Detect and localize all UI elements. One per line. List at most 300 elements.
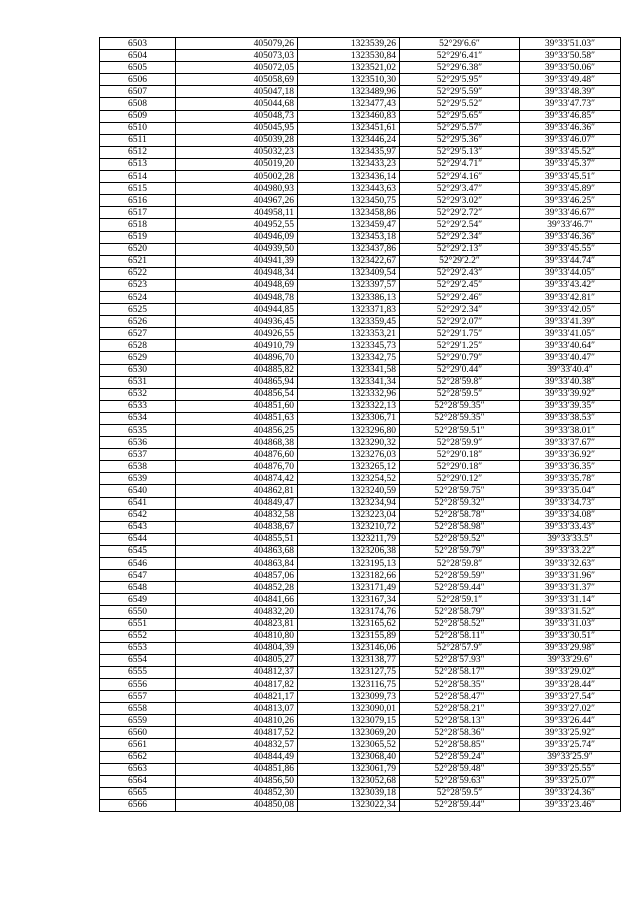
latitude-cell: 52°29′6.38″	[400, 62, 520, 74]
point-number-cell: 6553	[100, 642, 176, 654]
x-coordinate-cell: 404863,68	[176, 545, 298, 557]
y-coordinate-cell: 1323068,40	[298, 751, 400, 763]
x-coordinate-cell: 404817,52	[176, 727, 298, 739]
table-row	[100, 98, 621, 110]
point-number-cell: 6560	[100, 727, 176, 739]
latitude-cell: 52°28′59.44″	[400, 582, 520, 594]
coordinates-table	[99, 37, 621, 812]
table-row	[100, 255, 621, 267]
y-coordinate-cell: 1323039,18	[298, 787, 400, 799]
point-number-cell: 6514	[100, 171, 176, 183]
point-number-cell: 6565	[100, 787, 176, 799]
latitude-cell: 52°28′59.8″	[400, 376, 520, 388]
x-coordinate-cell: 404810,26	[176, 715, 298, 727]
longitude-cell: 39°33′25.92″	[520, 727, 621, 739]
point-number-cell: 6548	[100, 582, 176, 594]
table-row	[100, 425, 621, 437]
x-coordinate-cell: 404876,60	[176, 449, 298, 461]
y-coordinate-cell: 1323489,96	[298, 86, 400, 98]
longitude-cell: 39°33′48.39″	[520, 86, 621, 98]
longitude-cell: 39°33′32.63″	[520, 558, 621, 570]
latitude-cell: 52°29′2.2″	[400, 255, 520, 267]
point-number-cell: 6503	[100, 38, 176, 50]
table-row	[100, 703, 621, 715]
x-coordinate-cell: 405039,28	[176, 134, 298, 146]
y-coordinate-cell: 1323069,20	[298, 727, 400, 739]
x-coordinate-cell: 404851,60	[176, 400, 298, 412]
table-row	[100, 449, 621, 461]
point-number-cell: 6535	[100, 425, 176, 437]
latitude-cell: 52°28′58.17″	[400, 666, 520, 678]
x-coordinate-cell: 405019,20	[176, 158, 298, 170]
point-number-cell: 6540	[100, 485, 176, 497]
latitude-cell: 52°28′59.35″	[400, 412, 520, 424]
table-row	[100, 195, 621, 207]
x-coordinate-cell: 404926,55	[176, 328, 298, 340]
point-number-cell: 6550	[100, 606, 176, 618]
latitude-cell: 52°28′58.36″	[400, 727, 520, 739]
latitude-cell: 52°28′58.79″	[400, 606, 520, 618]
y-coordinate-cell: 1323371,83	[298, 304, 400, 316]
table-row	[100, 279, 621, 291]
point-number-cell: 6507	[100, 86, 176, 98]
longitude-cell: 39°33′33.22″	[520, 545, 621, 557]
latitude-cell: 52°28′59.9″	[400, 437, 520, 449]
x-coordinate-cell: 405048,73	[176, 110, 298, 122]
longitude-cell: 39°33′31.37″	[520, 582, 621, 594]
latitude-cell: 52°28′59.79″	[400, 545, 520, 557]
point-number-cell: 6515	[100, 183, 176, 195]
point-number-cell: 6545	[100, 545, 176, 557]
x-coordinate-cell: 404856,25	[176, 425, 298, 437]
latitude-cell: 52°28′59.75″	[400, 485, 520, 497]
table-row	[100, 727, 621, 739]
y-coordinate-cell: 1323409,54	[298, 267, 400, 279]
x-coordinate-cell: 404910,79	[176, 340, 298, 352]
point-number-cell: 6523	[100, 279, 176, 291]
x-coordinate-cell: 404812,37	[176, 666, 298, 678]
x-coordinate-cell: 404948,34	[176, 267, 298, 279]
longitude-cell: 39°33′38.53″	[520, 412, 621, 424]
y-coordinate-cell: 1323116,75	[298, 678, 400, 690]
x-coordinate-cell: 404980,93	[176, 183, 298, 195]
longitude-cell: 39°33′29.98″	[520, 642, 621, 654]
latitude-cell: 52°29′4.71″	[400, 158, 520, 170]
point-number-cell: 6510	[100, 122, 176, 134]
longitude-cell: 39°33′25.55″	[520, 763, 621, 775]
point-number-cell: 6556	[100, 678, 176, 690]
x-coordinate-cell: 404896,70	[176, 352, 298, 364]
longitude-cell: 39°33′45.55″	[520, 243, 621, 255]
table-row	[100, 666, 621, 678]
x-coordinate-cell: 405073,03	[176, 50, 298, 62]
y-coordinate-cell: 1323435,97	[298, 146, 400, 158]
latitude-cell: 52°29′2.54″	[400, 219, 520, 231]
table-row	[100, 412, 621, 424]
table-row	[100, 86, 621, 98]
table-row	[100, 316, 621, 328]
x-coordinate-cell: 404857,06	[176, 570, 298, 582]
point-number-cell: 6526	[100, 316, 176, 328]
latitude-cell: 52°28′59.5″	[400, 787, 520, 799]
longitude-cell: 39°33′25.74″	[520, 739, 621, 751]
y-coordinate-cell: 1323211,79	[298, 533, 400, 545]
point-number-cell: 6563	[100, 763, 176, 775]
x-coordinate-cell: 404851,86	[176, 763, 298, 775]
table-row	[100, 352, 621, 364]
table-row	[100, 38, 621, 50]
table-row	[100, 473, 621, 485]
table-row	[100, 558, 621, 570]
x-coordinate-cell: 404817,82	[176, 678, 298, 690]
latitude-cell: 52°29′5.57″	[400, 122, 520, 134]
table-row	[100, 763, 621, 775]
y-coordinate-cell: 1323453,18	[298, 231, 400, 243]
x-coordinate-cell: 404952,55	[176, 219, 298, 231]
y-coordinate-cell: 1323265,12	[298, 461, 400, 473]
table-row	[100, 618, 621, 630]
table-row	[100, 291, 621, 303]
latitude-cell: 52°28′59.59″	[400, 570, 520, 582]
x-coordinate-cell: 404823,81	[176, 618, 298, 630]
table-row	[100, 642, 621, 654]
longitude-cell: 39°33′45.51″	[520, 171, 621, 183]
table-row	[100, 691, 621, 703]
longitude-cell: 39°33′27.02″	[520, 703, 621, 715]
table-row	[100, 62, 621, 74]
table-row	[100, 570, 621, 582]
x-coordinate-cell: 404804,39	[176, 642, 298, 654]
point-number-cell: 6527	[100, 328, 176, 340]
table-row	[100, 267, 621, 279]
latitude-cell: 52°29′2.72″	[400, 207, 520, 219]
point-number-cell: 6554	[100, 654, 176, 666]
latitude-cell: 52°29′2.45″	[400, 279, 520, 291]
longitude-cell: 39°33′35.78″	[520, 473, 621, 485]
y-coordinate-cell: 1323223,04	[298, 509, 400, 521]
latitude-cell: 52°29′2.34″	[400, 231, 520, 243]
point-number-cell: 6544	[100, 533, 176, 545]
longitude-cell: 39°33′45.37″	[520, 158, 621, 170]
longitude-cell: 39°33′46.36″	[520, 231, 621, 243]
point-number-cell: 6564	[100, 775, 176, 787]
y-coordinate-cell: 1323342,75	[298, 352, 400, 364]
x-coordinate-cell: 404885,82	[176, 364, 298, 376]
point-number-cell: 6525	[100, 304, 176, 316]
x-coordinate-cell: 405072,05	[176, 62, 298, 74]
point-number-cell: 6533	[100, 400, 176, 412]
x-coordinate-cell: 404844,49	[176, 751, 298, 763]
longitude-cell: 39°33′30.51″	[520, 630, 621, 642]
longitude-cell: 39°33′23.46″	[520, 799, 621, 811]
latitude-cell: 52°29′2.07″	[400, 316, 520, 328]
longitude-cell: 39°33′40.64″	[520, 340, 621, 352]
y-coordinate-cell: 1323443,63	[298, 183, 400, 195]
x-coordinate-cell: 404832,57	[176, 739, 298, 751]
x-coordinate-cell: 405045,95	[176, 122, 298, 134]
y-coordinate-cell: 1323171,49	[298, 582, 400, 594]
table-row	[100, 183, 621, 195]
x-coordinate-cell: 404810,80	[176, 630, 298, 642]
latitude-cell: 52°29′2.46″	[400, 291, 520, 303]
y-coordinate-cell: 1323127,75	[298, 666, 400, 678]
y-coordinate-cell: 1323386,13	[298, 291, 400, 303]
point-number-cell: 6549	[100, 594, 176, 606]
point-number-cell: 6537	[100, 449, 176, 461]
point-number-cell: 6536	[100, 437, 176, 449]
x-coordinate-cell: 404946,09	[176, 231, 298, 243]
latitude-cell: 52°28′59.63″	[400, 775, 520, 787]
longitude-cell: 39°33′35.04″	[520, 485, 621, 497]
table-row	[100, 219, 621, 231]
latitude-cell: 52°28′59.1″	[400, 594, 520, 606]
x-coordinate-cell: 405044,68	[176, 98, 298, 110]
x-coordinate-cell: 404856,54	[176, 388, 298, 400]
longitude-cell: 39°33′40.4″	[520, 364, 621, 376]
latitude-cell: 52°28′59.32″	[400, 497, 520, 509]
y-coordinate-cell: 1323539,26	[298, 38, 400, 50]
latitude-cell: 52°29′5.13″	[400, 146, 520, 158]
x-coordinate-cell: 404941,39	[176, 255, 298, 267]
x-coordinate-cell: 404865,94	[176, 376, 298, 388]
longitude-cell: 39°33′31.03″	[520, 618, 621, 630]
x-coordinate-cell: 405079,26	[176, 38, 298, 50]
y-coordinate-cell: 1323065,52	[298, 739, 400, 751]
y-coordinate-cell: 1323296,80	[298, 425, 400, 437]
x-coordinate-cell: 404838,67	[176, 521, 298, 533]
table-row	[100, 158, 621, 170]
x-coordinate-cell: 404876,70	[176, 461, 298, 473]
y-coordinate-cell: 1323206,38	[298, 545, 400, 557]
table-row	[100, 509, 621, 521]
y-coordinate-cell: 1323459,47	[298, 219, 400, 231]
longitude-cell: 39°33′38.01″	[520, 425, 621, 437]
x-coordinate-cell: 404852,30	[176, 787, 298, 799]
y-coordinate-cell: 1323397,57	[298, 279, 400, 291]
longitude-cell: 39°33′45.52″	[520, 146, 621, 158]
latitude-cell: 52°29′6.41″	[400, 50, 520, 62]
y-coordinate-cell: 1323276,03	[298, 449, 400, 461]
x-coordinate-cell: 404851,63	[176, 412, 298, 424]
y-coordinate-cell: 1323450,75	[298, 195, 400, 207]
x-coordinate-cell: 405032,23	[176, 146, 298, 158]
y-coordinate-cell: 1323510,30	[298, 74, 400, 86]
latitude-cell: 52°28′59.8″	[400, 558, 520, 570]
latitude-cell: 52°28′58.35″	[400, 678, 520, 690]
point-number-cell: 6531	[100, 376, 176, 388]
longitude-cell: 39°33′46.7″	[520, 219, 621, 231]
table-row	[100, 461, 621, 473]
table-row	[100, 545, 621, 557]
latitude-cell: 52°28′57.9″	[400, 642, 520, 654]
point-number-cell: 6518	[100, 219, 176, 231]
latitude-cell: 52°28′59.5″	[400, 388, 520, 400]
longitude-cell: 39°33′34.08″	[520, 509, 621, 521]
latitude-cell: 52°29′3.02″	[400, 195, 520, 207]
table-row	[100, 715, 621, 727]
longitude-cell: 39°33′28.44″	[520, 678, 621, 690]
longitude-cell: 39°33′43.42″	[520, 279, 621, 291]
x-coordinate-cell: 404855,51	[176, 533, 298, 545]
longitude-cell: 39°33′41.39″	[520, 316, 621, 328]
longitude-cell: 39°33′29.6″	[520, 654, 621, 666]
point-number-cell: 6520	[100, 243, 176, 255]
table-row	[100, 606, 621, 618]
table-row	[100, 50, 621, 62]
longitude-cell: 39°33′49.48″	[520, 74, 621, 86]
y-coordinate-cell: 1323099,73	[298, 691, 400, 703]
x-coordinate-cell: 404813,07	[176, 703, 298, 715]
longitude-cell: 39°33′46.25″	[520, 195, 621, 207]
coordinates-table-body	[100, 38, 621, 812]
table-row	[100, 630, 621, 642]
point-number-cell: 6538	[100, 461, 176, 473]
longitude-cell: 39°33′34.73″	[520, 497, 621, 509]
point-number-cell: 6541	[100, 497, 176, 509]
latitude-cell: 52°28′59.35″	[400, 400, 520, 412]
point-number-cell: 6521	[100, 255, 176, 267]
point-number-cell: 6511	[100, 134, 176, 146]
latitude-cell: 52°29′6.6″	[400, 38, 520, 50]
y-coordinate-cell: 1323210,72	[298, 521, 400, 533]
x-coordinate-cell: 404967,26	[176, 195, 298, 207]
latitude-cell: 52°28′58.13″	[400, 715, 520, 727]
y-coordinate-cell: 1323174,76	[298, 606, 400, 618]
point-number-cell: 6561	[100, 739, 176, 751]
point-number-cell: 6512	[100, 146, 176, 158]
longitude-cell: 39°33′44.05″	[520, 267, 621, 279]
longitude-cell: 39°33′46.07″	[520, 134, 621, 146]
latitude-cell: 52°29′1.75″	[400, 328, 520, 340]
y-coordinate-cell: 1323359,45	[298, 316, 400, 328]
latitude-cell: 52°29′0.79″	[400, 352, 520, 364]
table-row	[100, 739, 621, 751]
latitude-cell: 52°28′58.98″	[400, 521, 520, 533]
latitude-cell: 52°28′58.21″	[400, 703, 520, 715]
point-number-cell: 6532	[100, 388, 176, 400]
y-coordinate-cell: 1323433,23	[298, 158, 400, 170]
point-number-cell: 6506	[100, 74, 176, 86]
latitude-cell: 52°28′58.11″	[400, 630, 520, 642]
latitude-cell: 52°29′0.18″	[400, 461, 520, 473]
longitude-cell: 39°33′33.43″	[520, 521, 621, 533]
y-coordinate-cell: 1323451,61	[298, 122, 400, 134]
table-row	[100, 340, 621, 352]
x-coordinate-cell: 404862,81	[176, 485, 298, 497]
table-row	[100, 497, 621, 509]
y-coordinate-cell: 1323138,77	[298, 654, 400, 666]
longitude-cell: 39°33′29.02″	[520, 666, 621, 678]
longitude-cell: 39°33′42.81″	[520, 291, 621, 303]
x-coordinate-cell: 405047,18	[176, 86, 298, 98]
longitude-cell: 39°33′50.58″	[520, 50, 621, 62]
latitude-cell: 52°29′5.59″	[400, 86, 520, 98]
x-coordinate-cell: 404939,50	[176, 243, 298, 255]
y-coordinate-cell: 1323446,24	[298, 134, 400, 146]
x-coordinate-cell: 404948,69	[176, 279, 298, 291]
y-coordinate-cell: 1323090,01	[298, 703, 400, 715]
y-coordinate-cell: 1323458,86	[298, 207, 400, 219]
longitude-cell: 39°33′50.06″	[520, 62, 621, 74]
table-row	[100, 171, 621, 183]
point-number-cell: 6529	[100, 352, 176, 364]
latitude-cell: 52°29′2.13″	[400, 243, 520, 255]
point-number-cell: 6524	[100, 291, 176, 303]
table-row	[100, 751, 621, 763]
longitude-cell: 39°33′27.54″	[520, 691, 621, 703]
latitude-cell: 52°29′3.47″	[400, 183, 520, 195]
longitude-cell: 39°33′39.92″	[520, 388, 621, 400]
latitude-cell: 52°29′1.25″	[400, 340, 520, 352]
longitude-cell: 39°33′31.14″	[520, 594, 621, 606]
x-coordinate-cell: 404944,85	[176, 304, 298, 316]
latitude-cell: 52°29′5.65″	[400, 110, 520, 122]
table-row	[100, 582, 621, 594]
y-coordinate-cell: 1323353,21	[298, 328, 400, 340]
x-coordinate-cell: 404850,08	[176, 799, 298, 811]
y-coordinate-cell: 1323182,66	[298, 570, 400, 582]
x-coordinate-cell: 404832,58	[176, 509, 298, 521]
point-number-cell: 6566	[100, 799, 176, 811]
point-number-cell: 6505	[100, 62, 176, 74]
point-number-cell: 6534	[100, 412, 176, 424]
point-number-cell: 6519	[100, 231, 176, 243]
longitude-cell: 39°33′46.85″	[520, 110, 621, 122]
latitude-cell: 52°28′59.24″	[400, 751, 520, 763]
x-coordinate-cell: 405002,28	[176, 171, 298, 183]
table-row	[100, 400, 621, 412]
latitude-cell: 52°28′59.44″	[400, 799, 520, 811]
x-coordinate-cell: 404874,42	[176, 473, 298, 485]
table-row	[100, 533, 621, 545]
table-row	[100, 594, 621, 606]
y-coordinate-cell: 1323322,13	[298, 400, 400, 412]
latitude-cell: 52°28′59.48″	[400, 763, 520, 775]
longitude-cell: 39°33′44.74″	[520, 255, 621, 267]
longitude-cell: 39°33′40.38″	[520, 376, 621, 388]
y-coordinate-cell: 1323422,67	[298, 255, 400, 267]
point-number-cell: 6504	[100, 50, 176, 62]
table-row	[100, 122, 621, 134]
table-row	[100, 134, 621, 146]
table-row	[100, 231, 621, 243]
y-coordinate-cell: 1323332,96	[298, 388, 400, 400]
x-coordinate-cell: 404849,47	[176, 497, 298, 509]
point-number-cell: 6530	[100, 364, 176, 376]
x-coordinate-cell: 404805,27	[176, 654, 298, 666]
latitude-cell: 52°28′59.51″	[400, 425, 520, 437]
latitude-cell: 52°29′2.34″	[400, 304, 520, 316]
y-coordinate-cell: 1323165,62	[298, 618, 400, 630]
y-coordinate-cell: 1323167,34	[298, 594, 400, 606]
table-row	[100, 146, 621, 158]
longitude-cell: 39°33′24.36″	[520, 787, 621, 799]
longitude-cell: 39°33′40.47″	[520, 352, 621, 364]
point-number-cell: 6522	[100, 267, 176, 279]
y-coordinate-cell: 1323061,79	[298, 763, 400, 775]
point-number-cell: 6517	[100, 207, 176, 219]
x-coordinate-cell: 404936,45	[176, 316, 298, 328]
y-coordinate-cell: 1323306,71	[298, 412, 400, 424]
y-coordinate-cell: 1323477,43	[298, 98, 400, 110]
table-row	[100, 678, 621, 690]
latitude-cell: 52°29′5.95″	[400, 74, 520, 86]
longitude-cell: 39°33′36.35″	[520, 461, 621, 473]
point-number-cell: 6562	[100, 751, 176, 763]
y-coordinate-cell: 1323146,06	[298, 642, 400, 654]
longitude-cell: 39°33′31.52″	[520, 606, 621, 618]
longitude-cell: 39°33′46.67″	[520, 207, 621, 219]
